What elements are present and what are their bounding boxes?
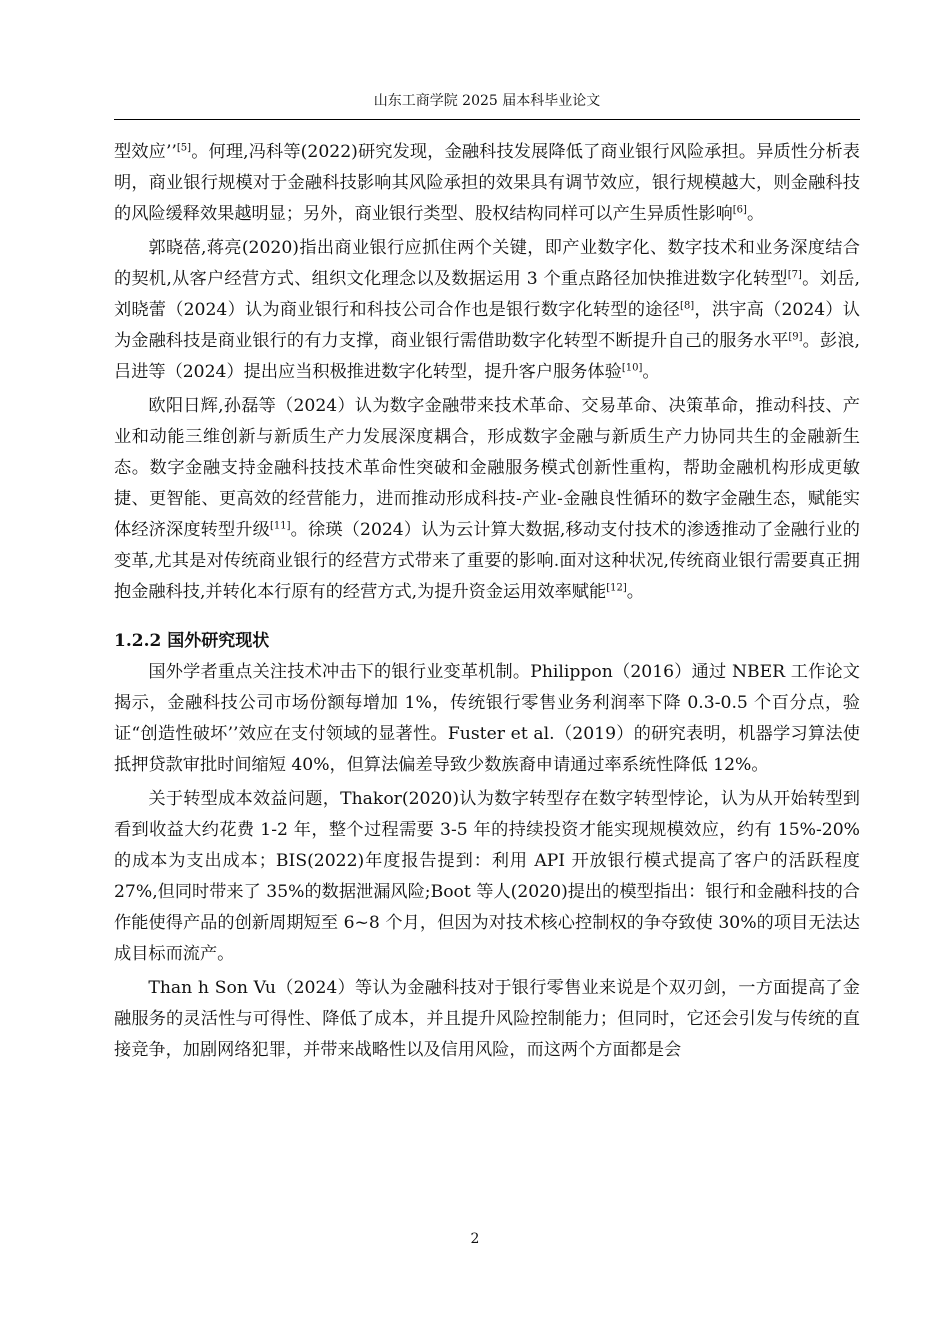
paragraph-1 bbox=[114, 137, 860, 230]
page-number: 2 bbox=[470, 1231, 480, 1247]
paragraph-2-text-d: 。彭浪,吕进等（2024）提出应当积极推进数字化转型，提升客户服务体验 bbox=[114, 331, 860, 382]
citation-ref: [7] bbox=[787, 269, 802, 281]
paragraph-2-text-b: 。刘岳,刘晓蕾（2024）认为商业银行和科技公司合作也是银行数字化转型的途径 bbox=[114, 269, 860, 320]
citation-ref: [9] bbox=[788, 331, 803, 343]
paragraph-5: 关于转型成本效益问题，Thakor(2020)认为数字转型存在数字转型悖论，认为从开始转型到看到收益大约花费 1-2 年，整个过程需要 3-5 年的持续投资才能实现规模效应，约有 15%-20%的成本为支出成本；BIS(2022)年度报告提到：利用 API 开放银行模式提高了客户的活跃程度 27%,但同时带来了 35%的数据泄漏风险;Boot 等人(2020)提出的模型指出：银行和金融科技的合作能使得产品的创新周期短至 6~8 个月，但因为对技术核心控制权的争夺致使 30%的项目无法达成目标而流产。 bbox=[114, 789, 860, 964]
body-text bbox=[114, 137, 860, 1066]
paragraph-1-text-a: 型效应’’ bbox=[114, 142, 177, 162]
citation-ref: [8] bbox=[680, 300, 695, 312]
paragraph-6: Than h Son Vu（2024）等认为金融科技对于银行零售业来说是个双刃剑，一方面提高了金融服务的灵活性与可得性、降低了成本，并且提升风险控制能力；但同时，它还会引发与传统的直接竞争，加剧网络犯罪，并带来战略性以及信用风险，而这两个方面都是会 bbox=[114, 978, 860, 1060]
paragraph-2-text-e: 。 bbox=[642, 362, 660, 382]
paragraph-1-text-c: 。 bbox=[746, 204, 765, 224]
section-heading: 1.2.2 国外研究现状 bbox=[114, 631, 270, 651]
citation-ref: [12] bbox=[606, 582, 627, 594]
citation-ref: [5] bbox=[176, 142, 192, 154]
paragraph-1-text-b: 。何理,冯科等(2022)研究发现，金融科技发展降低了商业银行风险承担。异质性分析表明，商业银行规模对于金融科技影响其风险承担的效果具有调节效应，银行规模越大，则金融科技的风险缓释效果越明显；另外，商业银行类型、股权结构同样可以产生异质性影响 bbox=[114, 142, 860, 224]
paragraph-3 bbox=[114, 391, 860, 608]
header-rule bbox=[114, 119, 860, 120]
paragraph-2 bbox=[114, 233, 860, 388]
paragraph-3-text-a: 欧阳日辉,孙磊等（2024）认为数字金融带来技术革命、交易革命、决策革命，推动科技、产业和动能三维创新与新质生产力发展深度耦合，形成数字金融与新质生产力协同共生的金融新生态。数字金融支持金融科技技术革命性突破和金融服务模式创新性重构，帮助金融机构形成更敏捷、更智能、更高效的经营能力，进而推动形成科技-产业-金融良性循环的数字金融生态，赋能实体经济深度转型升级 bbox=[114, 396, 860, 540]
citation-ref: [6] bbox=[732, 204, 747, 216]
citation-ref: [11] bbox=[270, 520, 291, 532]
running-header: 山东工商学院 2025 届本科毕业论文 bbox=[373, 93, 601, 109]
citation-ref: [10] bbox=[621, 362, 643, 374]
paragraph-2-text-c: ，洪宇高（2024）认为金融科技是商业银行的有力支撑，商业银行需借助数字化转型不断提升自己的服务水平 bbox=[114, 300, 860, 351]
paragraph-2-text-a: 郭晓蓓,蒋亮(2020)指出商业银行应抓住两个关键，即产业数字化、数字技术和业务深度结合的契机,从客户经营方式、组织文化理念以及数据运用 3 个重点路径加快推进数字化转型 bbox=[114, 238, 860, 289]
paragraph-4: 国外学者重点关注技术冲击下的银行业变革机制。Philippon（2016）通过 NBER 工作论文揭示，金融科技公司市场份额每增加 1%，传统银行零售业务利润率下降 0.3-0.5 个百分点，验证“创造性破坏’’效应在支付领域的显著性。Fuster et al.（2019）的研究表明，机器学习算法使抵押贷款审批时间缩短 40%，但算法偏差导致少数族裔申请通过率系统性降低 12%。 bbox=[114, 662, 860, 775]
paragraph-3-text-b: 。徐瑛（2024）认为云计算大数据,移动支付技术的渗透推动了金融行业的变革,尤其是对传统商业银行的经营方式带来了重要的影响.面对这种状况,传统商业银行需要真正拥抱金融科技,并转化本行原有的经营方式,为提升资金运用效率赋能 bbox=[114, 520, 860, 602]
paragraph-3-text-c: 。 bbox=[626, 582, 644, 602]
